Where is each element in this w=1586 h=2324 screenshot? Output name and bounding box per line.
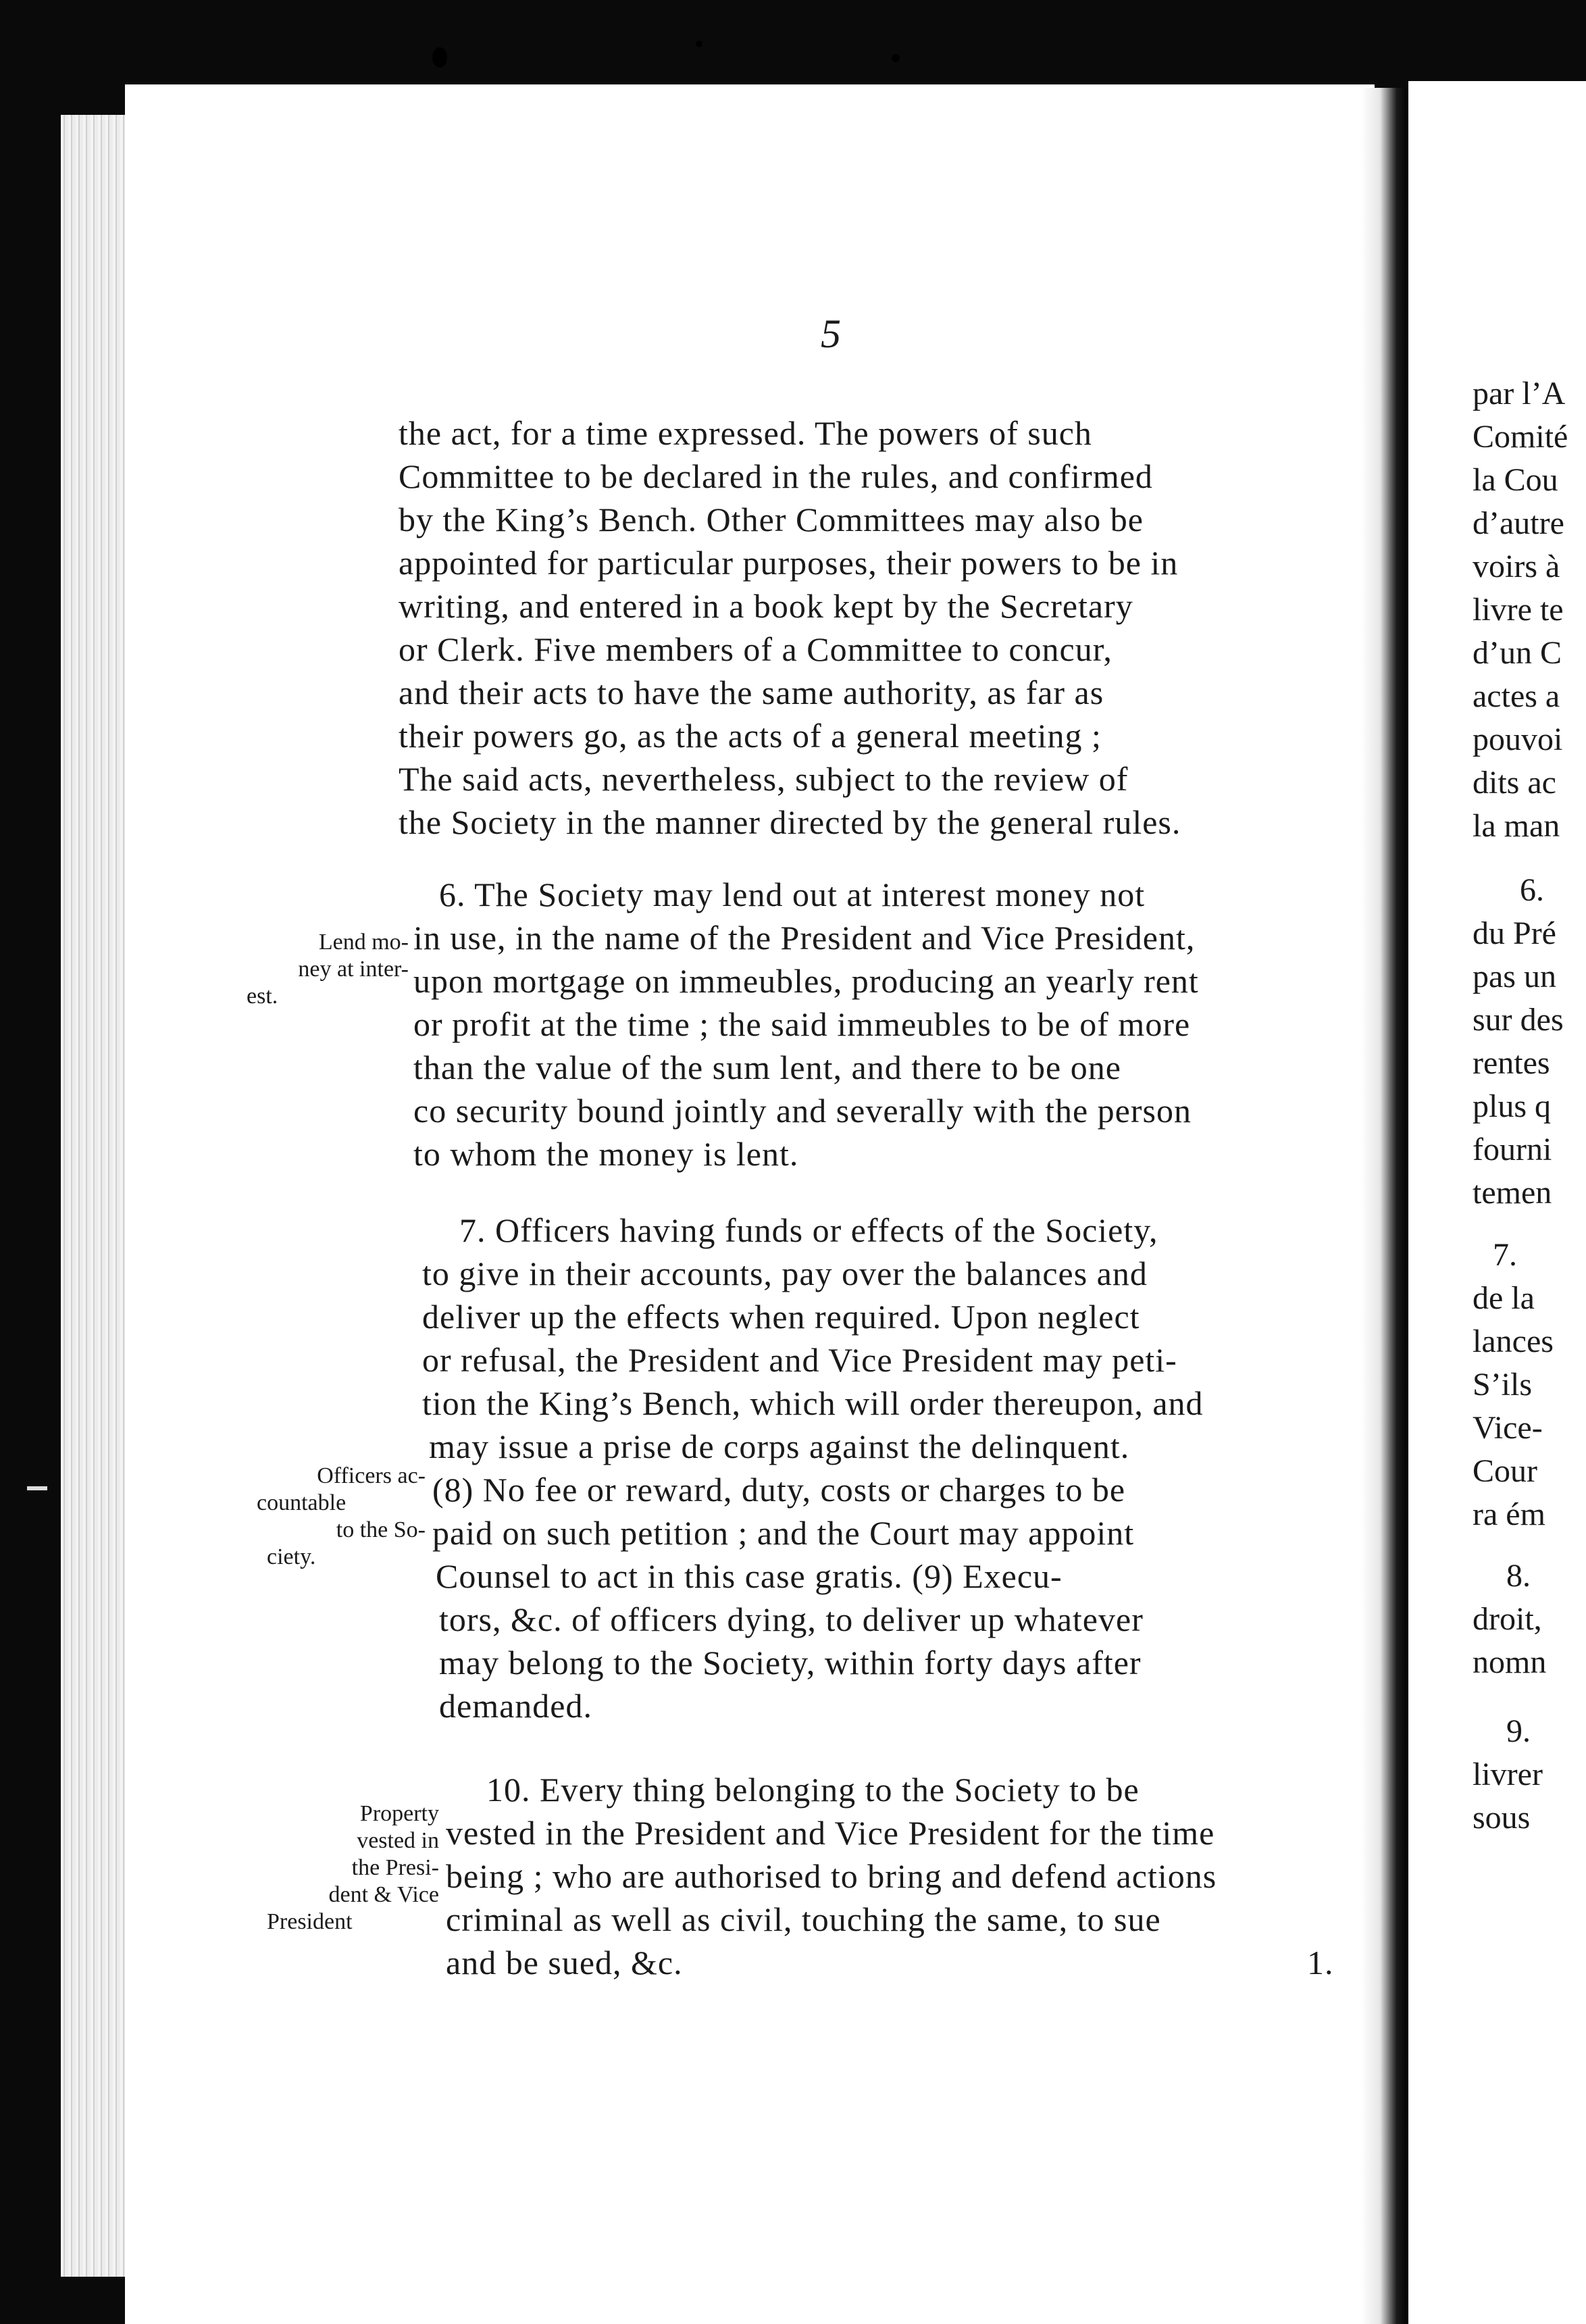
text-line: or refusal, the President and Vice President may peti- xyxy=(422,1341,1177,1379)
text-line: by the King’s Bench. Other Committees may also be xyxy=(399,501,1144,538)
facing-line: 6. xyxy=(1520,872,1544,908)
margin-note-line: countable xyxy=(257,1490,347,1515)
margin-note-property xyxy=(267,1800,439,1936)
text-line: Counsel to act in this case gratis. (9) Execu- xyxy=(436,1557,1063,1595)
facing-line: rentes xyxy=(1473,1045,1550,1081)
facing-line: actes a xyxy=(1473,678,1560,714)
margin-note-line: ciety. xyxy=(267,1544,316,1569)
margin-note-line: Officers ac- xyxy=(317,1463,426,1488)
margin-note-line: to the So- xyxy=(336,1517,426,1542)
margin-note-line: Property xyxy=(359,1801,439,1826)
page-number: 5 xyxy=(821,311,841,356)
text-line: the act, for a time expressed. The powers of such xyxy=(399,414,1092,452)
facing-line: de la xyxy=(1473,1280,1535,1316)
facing-line: d’un C xyxy=(1473,635,1562,671)
catchword: 1. xyxy=(1307,1944,1334,1981)
text-line: co security bound jointly and severally with the person xyxy=(413,1092,1192,1130)
facing-line: du Pré xyxy=(1473,915,1556,951)
facing-line: ra ém xyxy=(1473,1496,1545,1532)
text-line: 6. The Society may lend out at interest money not xyxy=(439,876,1146,913)
facing-line: S’ils xyxy=(1473,1367,1533,1403)
facing-line: pas un xyxy=(1473,959,1556,994)
text-line: 7. Officers having funds or effects of the Society, xyxy=(459,1211,1158,1249)
facing-line: sur des xyxy=(1473,1002,1564,1038)
margin-note-line: the Presi- xyxy=(351,1855,439,1880)
text-line: their powers go, as the acts of a general meeting ; xyxy=(399,717,1102,755)
text-line: or profit at the time ; the said immeubles to be of more xyxy=(413,1005,1191,1043)
facing-line: 8. xyxy=(1506,1558,1531,1594)
facing-line: 9. xyxy=(1506,1713,1531,1749)
facing-line: pouvoi xyxy=(1473,722,1563,757)
facing-line: la Cou xyxy=(1473,462,1558,498)
facing-line: temen xyxy=(1473,1175,1552,1211)
facing-line: nomn xyxy=(1473,1644,1547,1680)
facing-line: Cour xyxy=(1473,1453,1537,1489)
margin-note-officers xyxy=(257,1463,426,1571)
text-line: and be sued, &c. xyxy=(446,1944,683,1981)
book-gutter xyxy=(1361,88,1408,2324)
text-line: The said acts, nevertheless, subject to the review of xyxy=(399,760,1129,798)
facing-line: dits ac xyxy=(1473,765,1556,801)
text-line: writing, and entered in a book kept by the Secretary xyxy=(399,587,1133,625)
scan-speck xyxy=(892,54,900,62)
text-line: tors, &c. of officers dying, to deliver up whatever xyxy=(439,1600,1144,1638)
margin-note-line: est. xyxy=(247,984,278,1009)
facing-line: sous xyxy=(1473,1800,1531,1836)
margin-note-line: President xyxy=(267,1909,353,1934)
facing-line: la man xyxy=(1473,808,1560,844)
text-line: criminal as well as civil, touching the same, to sue xyxy=(446,1900,1161,1938)
scan-speck xyxy=(432,47,447,68)
text-line: to whom the money is lent. xyxy=(413,1135,799,1173)
text-line: deliver up the effects when required. Upon neglect xyxy=(422,1298,1140,1336)
facing-line: 7. xyxy=(1493,1237,1517,1273)
text-line: than the value of the sum lent, and there to be one xyxy=(413,1049,1121,1086)
facing-line: droit, xyxy=(1473,1601,1542,1637)
margin-note-line: ney at inter- xyxy=(298,957,409,982)
facing-line: fourni xyxy=(1473,1132,1552,1167)
facing-line: par l’A xyxy=(1473,376,1566,411)
facing-line: livre te xyxy=(1473,592,1564,628)
text-line: being ; who are authorised to bring and defend actions xyxy=(446,1857,1217,1895)
text-line: (8) No fee or reward, duty, costs or charges to be xyxy=(432,1471,1126,1509)
text-line: and their acts to have the same authority, as far as xyxy=(399,674,1104,711)
text-line: may issue a prise de corps against the delinquent. xyxy=(429,1428,1130,1465)
facing-line: d’autre xyxy=(1473,505,1564,541)
text-line: appointed for particular purposes, their powers to be in xyxy=(399,544,1179,582)
scan-speck xyxy=(696,41,702,47)
facing-line: Vice- xyxy=(1473,1410,1543,1446)
facing-line: Comité xyxy=(1473,419,1568,455)
text-line: tion the King’s Bench, which will order thereupon, and xyxy=(422,1384,1204,1422)
text-line: or Clerk. Five members of a Committee to concur, xyxy=(399,630,1112,668)
text-line: vested in the President and Vice President for the time xyxy=(446,1814,1215,1852)
text-line: Committee to be declared in the rules, and confirmed xyxy=(399,457,1153,495)
text-line: paid on such petition ; and the Court may appoint xyxy=(432,1514,1135,1552)
facing-line: livrer xyxy=(1473,1757,1543,1792)
facing-line: lances xyxy=(1473,1323,1554,1359)
margin-note-lend-money xyxy=(243,929,409,1010)
margin-note-line: Lend mo- xyxy=(318,930,409,955)
text-line: to give in their accounts, pay over the balances and xyxy=(422,1255,1148,1292)
text-line: the Society in the manner directed by the general rules. xyxy=(399,803,1181,841)
scan-speck xyxy=(27,1486,47,1490)
page-stack-edge xyxy=(61,115,135,2277)
facing-line: voirs à xyxy=(1473,549,1560,584)
text-line: in use, in the name of the President and Vice President, xyxy=(413,919,1196,957)
margin-note-line: vested in xyxy=(357,1828,439,1853)
margin-note-line: dent & Vice xyxy=(328,1882,439,1907)
facing-line: plus q xyxy=(1473,1088,1552,1124)
text-line: upon mortgage on immeubles, producing an yearly rent xyxy=(413,962,1199,1000)
text-line: 10. Every thing belonging to the Society to be xyxy=(486,1771,1140,1809)
text-line: demanded. xyxy=(439,1687,592,1725)
text-line: may belong to the Society, within forty days after xyxy=(439,1644,1142,1682)
